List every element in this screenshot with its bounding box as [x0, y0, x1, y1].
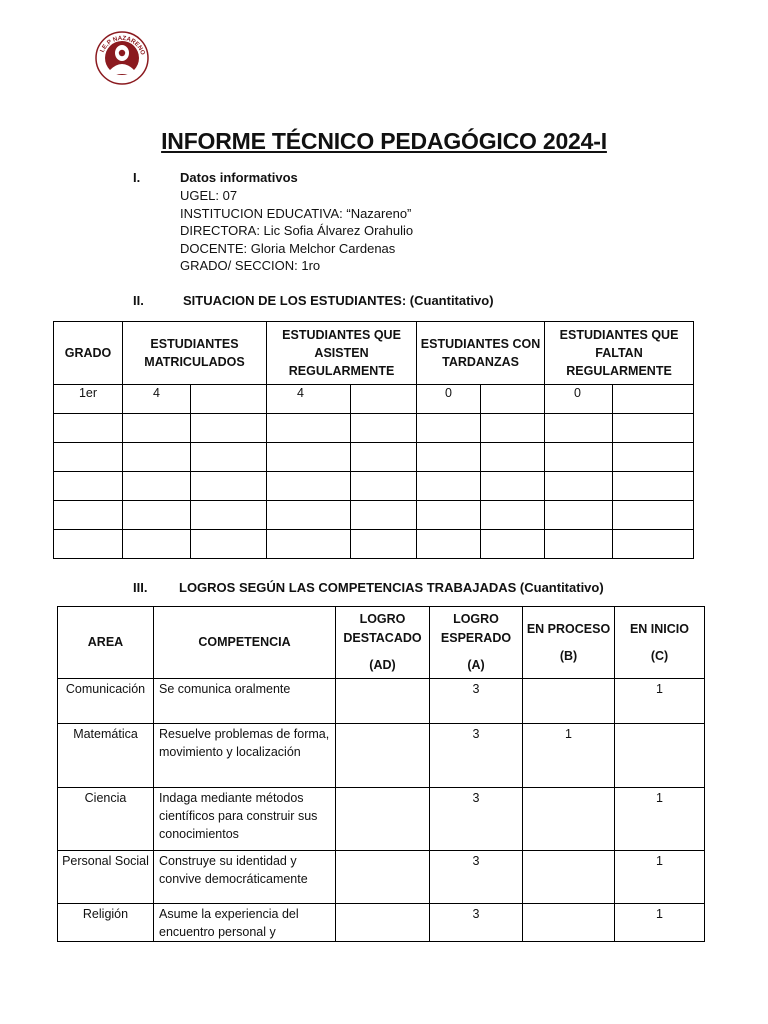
table-cell: [545, 414, 613, 443]
table-cell: [123, 530, 191, 559]
table-cell: [481, 472, 545, 501]
section-2-title: SITUACION DE LOS ESTUDIANTES: (Cuantitativo): [183, 293, 494, 308]
table-cell: [417, 414, 481, 443]
table-cell: [191, 414, 267, 443]
table-cell: [545, 443, 613, 472]
table-cell: [54, 472, 123, 501]
table-row: [58, 724, 705, 788]
svg-text:I.E.P NAZARENO: I.E.P NAZARENO: [98, 34, 147, 56]
table-row: [58, 679, 705, 724]
competencia-cell: Asume la experiencia del encuentro personal y: [154, 904, 336, 942]
table-row: [54, 385, 694, 414]
table-cell: [613, 414, 694, 443]
table-cell: [267, 414, 351, 443]
table-cell: [351, 472, 417, 501]
header-asisten: ESTUDIANTES QUE ASISTEN REGULARMENTE: [267, 322, 417, 385]
header-en-proceso-code: (B): [559, 648, 578, 663]
count-cell: 3: [430, 904, 523, 942]
table-cell: [481, 530, 545, 559]
count-cell: 1: [615, 851, 705, 904]
count-cell: [523, 788, 615, 851]
table-cell: [481, 385, 545, 414]
header-logro-esperado-code: (A): [467, 658, 485, 672]
table-cell: [54, 501, 123, 530]
table-cell: [351, 530, 417, 559]
table-cell: 0: [417, 385, 481, 414]
area-cell: Matemática: [58, 724, 154, 788]
header-logro-esperado-label: LOGRO ESPERADO: [440, 612, 512, 645]
table-row: [54, 443, 694, 472]
table-cell: [123, 501, 191, 530]
table-cell: [481, 443, 545, 472]
table-cell: [54, 443, 123, 472]
table-cell: [545, 530, 613, 559]
header-area-label: AREA: [87, 635, 124, 649]
section-2-number: II.: [133, 293, 144, 308]
count-cell: 3: [430, 788, 523, 851]
area-cell: Ciencia: [58, 788, 154, 851]
count-cell: [336, 679, 430, 724]
school-logo: [94, 30, 150, 86]
header-tardanzas: ESTUDIANTES CON TARDANZAS: [417, 322, 545, 385]
table-cell: [191, 472, 267, 501]
table-cell: [54, 530, 123, 559]
info-director: DIRECTORA: Lic Sofia Álvarez Orahulio: [180, 223, 414, 238]
table-cell: 1er: [54, 385, 123, 414]
header-area: [58, 607, 154, 679]
competencia-cell: Se comunica oralmente: [154, 679, 336, 724]
area-cell: Religión: [58, 904, 154, 942]
table-row: [54, 472, 694, 501]
count-cell: [523, 904, 615, 942]
table-cell: [417, 501, 481, 530]
count-cell: 3: [430, 724, 523, 788]
count-cell: [336, 904, 430, 942]
header-en-inicio: [615, 607, 705, 679]
table-cell: [613, 472, 694, 501]
table-cell: [417, 443, 481, 472]
table-cell: [267, 443, 351, 472]
table-row: [54, 414, 694, 443]
count-cell: 3: [430, 679, 523, 724]
table-row: [58, 788, 705, 851]
table-cell: [191, 501, 267, 530]
table-cell: [191, 530, 267, 559]
students-situation-table: [53, 321, 694, 559]
header-matriculados: ESTUDIANTES MATRICULADOS: [123, 322, 267, 385]
count-cell: 1: [615, 788, 705, 851]
section-3-number: III.: [133, 580, 148, 595]
competencia-cell: Construye su identidad y convive democráticamente: [154, 851, 336, 904]
count-cell: [523, 851, 615, 904]
table-cell: [417, 472, 481, 501]
table-cell: [481, 501, 545, 530]
count-cell: 1: [615, 679, 705, 724]
table-row: [58, 904, 705, 942]
section-3-title: LOGROS SEGÚN LAS COMPETENCIAS TRABAJADAS (Cuantitativo): [179, 580, 604, 595]
count-cell: 1: [615, 904, 705, 942]
table-cell: [351, 385, 417, 414]
competencia-cell: Resuelve problemas de forma, movimiento y localización: [154, 724, 336, 788]
table-cell: 0: [545, 385, 613, 414]
table-cell: 4: [123, 385, 191, 414]
table-cell: [123, 443, 191, 472]
count-cell: [523, 679, 615, 724]
section-1-number: I.: [133, 170, 141, 185]
table-cell: [481, 414, 545, 443]
table-cell: [613, 385, 694, 414]
header-logro-esperado: [430, 607, 523, 679]
count-cell: [336, 788, 430, 851]
info-teacher: DOCENTE: Gloria Melchor Cardenas: [180, 241, 396, 256]
header-competencia: [154, 607, 336, 679]
info-institution: INSTITUCION EDUCATIVA: “Nazareno”: [180, 206, 412, 221]
table-cell: [267, 530, 351, 559]
header-logro-destacado: [336, 607, 430, 679]
header-grado: GRADO: [54, 322, 123, 385]
table-cell: [123, 414, 191, 443]
header-en-inicio-code: (C): [650, 648, 669, 663]
competencia-cell: Indaga mediante métodos científicos para construir sus conocimientos: [154, 788, 336, 851]
area-cell: Comunicación: [58, 679, 154, 724]
table-cell: [613, 530, 694, 559]
count-cell: [615, 724, 705, 788]
competencies-table: [57, 606, 705, 942]
table-cell: [351, 443, 417, 472]
table-cell: [351, 501, 417, 530]
header-en-inicio-label: EN INICIO: [629, 621, 690, 636]
section-1-title: Datos informativos: [180, 170, 298, 185]
table-cell: [613, 501, 694, 530]
header-competencia-label: COMPETENCIA: [198, 635, 291, 649]
count-cell: 3: [430, 851, 523, 904]
table-cell: [545, 472, 613, 501]
table-row: [54, 530, 694, 559]
header-logro-destacado-code: (AD): [369, 658, 396, 672]
table-cell: [267, 472, 351, 501]
table-row: [54, 501, 694, 530]
table-cell: 4: [267, 385, 351, 414]
count-cell: [336, 851, 430, 904]
count-cell: [336, 724, 430, 788]
table-row: [58, 851, 705, 904]
info-grade-section: GRADO/ SECCION: 1ro: [180, 258, 321, 273]
table-cell: [191, 385, 267, 414]
header-logro-destacado-label: LOGRO DESTACADO: [343, 612, 422, 645]
area-cell: Personal Social: [58, 851, 154, 904]
header-en-proceso: [523, 607, 615, 679]
table-cell: [267, 501, 351, 530]
table-cell: [417, 530, 481, 559]
report-title: INFORME TÉCNICO PEDAGÓGICO 2024-I: [161, 128, 607, 154]
count-cell: 1: [523, 724, 615, 788]
table-cell: [351, 414, 417, 443]
table-cell: [613, 443, 694, 472]
table-cell: [191, 443, 267, 472]
table-cell: [54, 414, 123, 443]
header-en-proceso-label: EN PROCESO: [526, 621, 611, 636]
info-ugel: UGEL: 07: [180, 188, 238, 203]
header-faltan: ESTUDIANTES QUE FALTAN REGULARMENTE: [545, 322, 694, 385]
table-cell: [123, 472, 191, 501]
table-cell: [545, 501, 613, 530]
